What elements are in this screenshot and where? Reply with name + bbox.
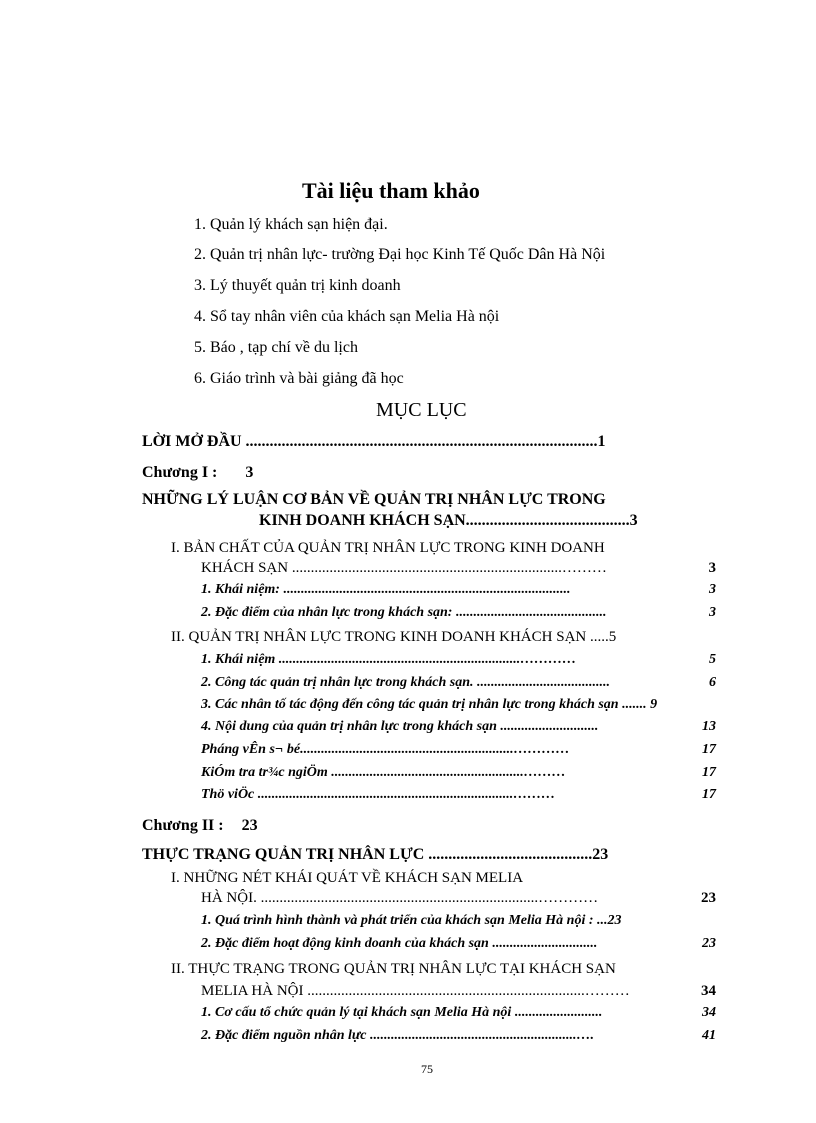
toc-sec4-line2: MELIA HÀ NỘI ..........................................................................……… [201,983,630,999]
toc-chuong-1-page: 3 [245,464,254,481]
toc-chuong-1-title-line1: NHỮNG LÝ LUẬN CƠ BẢN VỀ QUẢN TRỊ NHÂN LỰC TRONG [142,491,606,508]
reference-item: 6. Giáo trình và bài giảng đã học [194,370,404,387]
toc-sec1-item: 1. Khái niệm: .................................................................................. [201,582,571,597]
toc-loi-mo-dau: LỜI MỞ ĐẦU ........................................................................................1 [142,433,606,450]
toc-chuong-1-title-line2: KINH DOANH KHÁCH SẠN.........................................3 [259,512,638,529]
toc-sec4-item-page: 34 [702,1005,716,1020]
toc-sec2-item: KiÓm tra tr¾c ngiÖm .......................................................……… [201,765,566,780]
toc-sec1-line1: I. BẢN CHẤT CỦA QUẢN TRỊ NHÂN LỰC TRONG KINH DOANH [171,540,605,556]
toc-chuong-2-title: THỰC TRẠNG QUẢN TRỊ NHÂN LỰC .........................................23 [142,846,609,863]
toc-sec4-item: 2. Đặc điểm nguồn nhân lực ...........................................................…. [201,1028,595,1043]
toc-sec1-page: 3 [708,560,716,576]
toc-sec1-item-page: 3 [709,605,716,620]
toc-title: MỤC LỤC [376,399,467,421]
toc-sec1-item: 2. Đặc điểm của nhân lực trong khách sạn: ........................................... [201,605,607,620]
toc-sec2-item: Thö viÖc .........................................................................……… [201,787,556,802]
toc-sec4-page: 34 [701,983,716,999]
toc-sec2: II. QUẢN TRỊ NHÂN LỰC TRONG KINH DOANH KHÁCH SẠN .....5 [171,629,617,645]
toc-sec1-line2: KHÁCH SẠN ........................................................................……… [201,560,607,576]
toc-sec2-item-page: 5 [709,652,716,667]
toc-sec3-line1: I. NHỮNG NÉT KHÁI QUÁT VỀ KHÁCH SẠN MELIA [171,870,524,886]
toc-sec2-item: 4. Nội dung của quản trị nhân lực trong khách sạn ............................ [201,719,599,734]
toc-chuong-2-page: 23 [241,817,258,834]
toc-sec2-item-page: 17 [702,765,716,780]
toc-sec4-line1: II. THỰC TRẠNG TRONG QUẢN TRỊ NHÂN LỰC TẠI KHÁCH SẠN [171,961,616,977]
toc-sec2-item: 3. Các nhân tố tác động đến công tác quản trị nhân lực trong khách sạn ....... 9 [201,697,658,712]
toc-chuong-2 [142,817,258,835]
toc-sec4-item: 1. Cơ cấu tổ chức quản lý tại khách sạn Melia Hà nội ......................... [201,1005,603,1020]
toc-sec3-item: 1. Quá trình hình thành và phát triển của khách sạn Melia Hà nội : ...23 [201,913,622,928]
toc-sec2-item: Pháng vÊn s¬ bé.............................................................………… [201,742,570,757]
toc-sec2-item: 2. Công tác quản trị nhân lực trong khách sạn. ...................................... [201,675,611,690]
toc-sec3-page: 23 [701,890,716,906]
toc-sec3-item-page: 23 [702,936,716,951]
toc-chuong-1 [142,464,253,482]
references-title: Tài liệu tham khảo [302,178,480,203]
reference-item: 2. Quản trị nhân lực- trường Đại học Kinh Tế Quốc Dân Hà Nội [194,246,606,263]
toc-sec4-item-page: 41 [702,1028,716,1043]
toc-sec2-item-page: 17 [702,787,716,802]
toc-sec1-item-page: 3 [709,582,716,597]
reference-item: 5. Báo , tạp chí về du lịch [194,339,358,356]
toc-chuong-1-label: Chương I : [142,464,218,481]
reference-item: 4. Sổ tay nhân viên của khách sạn Melia Hà nội [194,308,500,325]
toc-sec2-item-page: 13 [702,719,716,734]
toc-sec2-item-page: 6 [709,675,716,690]
toc-sec2-item-page: 17 [702,742,716,757]
reference-item: 3. Lý thuyết quản trị kinh doanh [194,277,401,294]
toc-chuong-2-label: Chương II : [142,817,224,834]
page-number: 75 [421,1062,433,1076]
toc-sec3-line2: HÀ NỘI. ..........................................................................………… [201,890,599,906]
toc-sec3-item: 2. Đặc điểm hoạt động kinh doanh của khách sạn .............................. [201,936,598,951]
toc-sec2-item: 1. Khái niệm .....................................................................………… [201,652,577,667]
reference-item: 1. Quản lý khách sạn hiện đại. [194,216,388,233]
